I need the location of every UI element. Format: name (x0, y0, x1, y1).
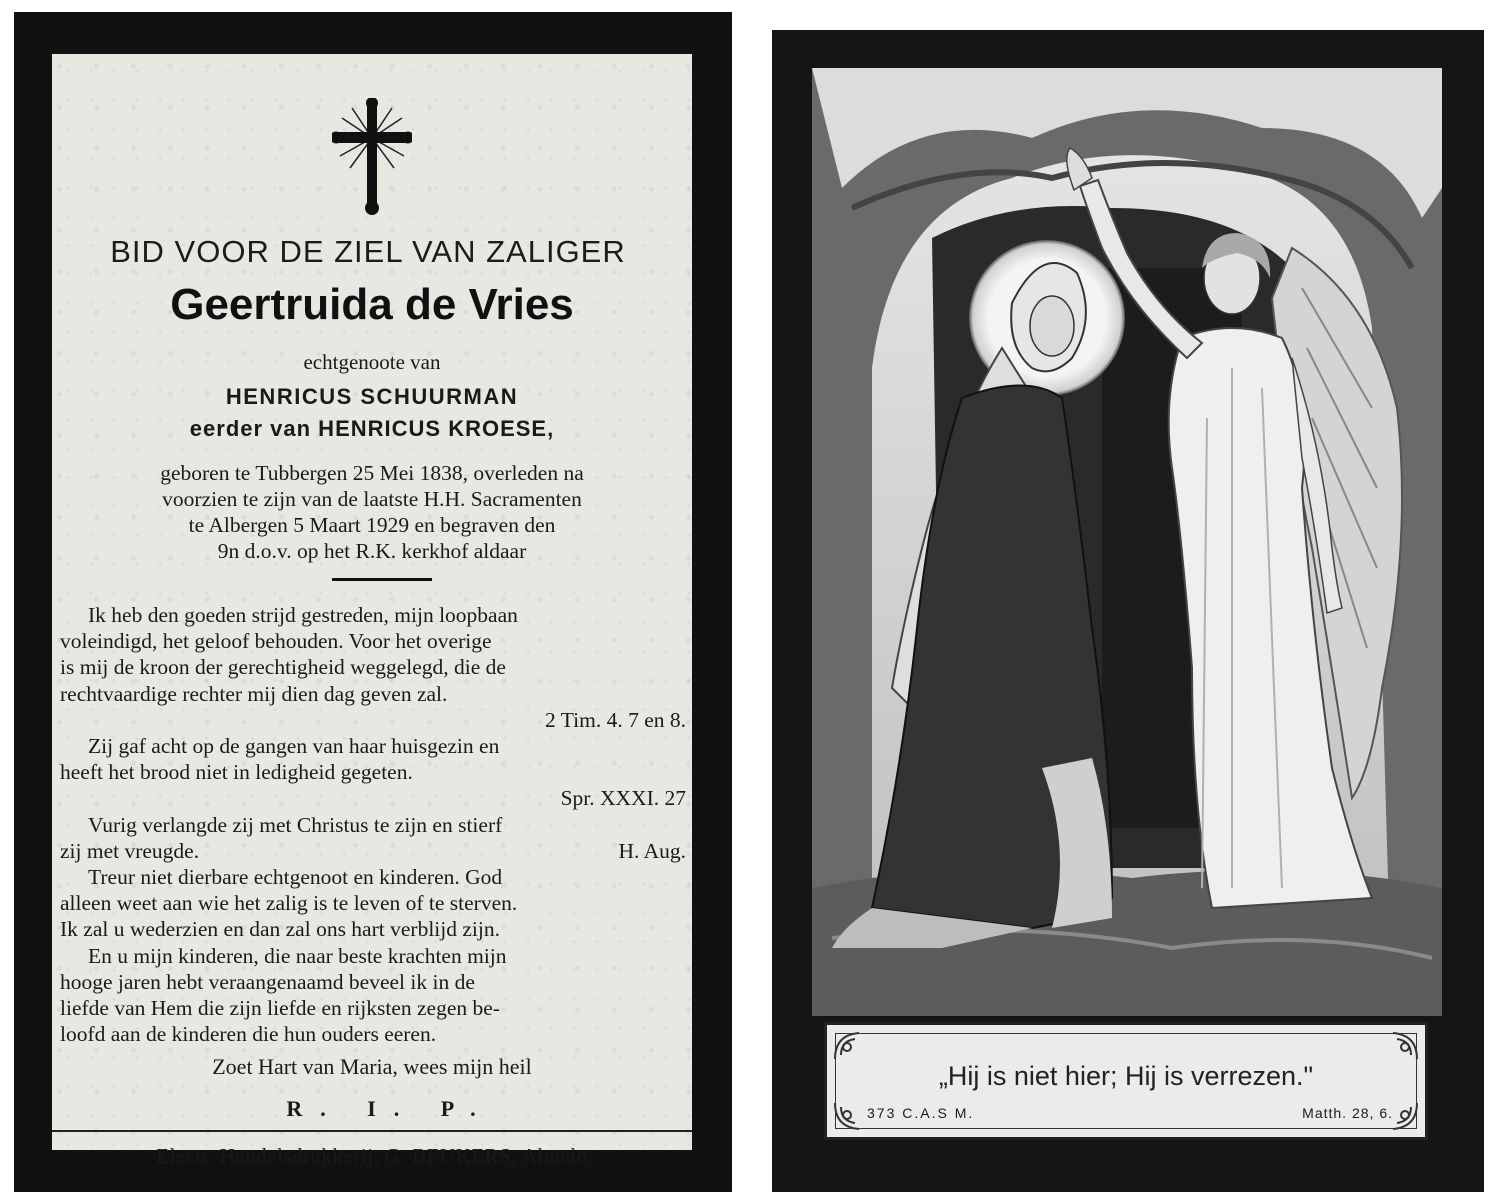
text-line: heeft het brood niet in ledigheid gegeten. (60, 760, 413, 785)
text-line: Zij gaf acht op de gangen van haar huisgezin en (88, 734, 500, 759)
memorial-card-text-side (14, 12, 732, 1192)
text-line: hooge jaren hebt veraangenaamd beveel ik in de (60, 969, 475, 994)
ornament-icon (831, 1029, 865, 1063)
cross-icon (332, 98, 412, 218)
bio-line: voorzien te zijn van de laatste H.H. Sacramenten (162, 487, 582, 511)
bio-line: te Albergen 5 Maart 1929 en begraven den (188, 513, 556, 537)
text-line: is mij de kroon der gerechtigheid weggelegd, die de (60, 655, 506, 680)
closing-prayer: Zoet Hart van Maria, wees mijn heil (212, 1054, 532, 1079)
scripture-text (60, 602, 686, 1047)
text-line (60, 838, 686, 864)
text-line: loofd aan de kinderen die hun ouders eeren. (60, 1022, 437, 1047)
caption-panel (824, 1022, 1428, 1140)
citation: 2 Tim. 4. 7 en 8. (545, 707, 686, 732)
spouse-name: HENRICUS SCHUURMAN (225, 384, 519, 409)
text-line: rechtvaardige rechter mij dien dag geven zal. (60, 681, 448, 706)
biography (62, 460, 682, 564)
divider (52, 1130, 692, 1132)
spouse-label: echtgenoote van (303, 350, 441, 374)
prayer-heading: BID VOOR DE ZIEL VAN ZALIGER (110, 234, 626, 269)
ornament-icon (831, 1099, 865, 1133)
text-fragment: zij met vreugde. (60, 838, 200, 863)
former-spouse: eerder van HENRICUS KROESE, (189, 416, 555, 441)
text-line: Treur niet dierbare echtgenoot en kinderen. God (88, 865, 503, 890)
citation: Spr. XXXI. 27 (560, 786, 686, 811)
card-paper (52, 54, 692, 1168)
text-line: Ik zal u wederzien en dan zal ons hart verblijd zijn. (60, 917, 500, 942)
text-line: Vurig verlangde zij met Christus te zijn en stierf (88, 812, 503, 837)
text-line: alleen weet aan wie het zalig is te leven of te sterven. (60, 891, 518, 916)
text-line: Ik heb den goeden strijd gestreden, mijn loopbaan (88, 603, 518, 627)
caption-quote: „Hij is niet hier; Hij is verrezen." (938, 1061, 1314, 1091)
ornament-icon (1387, 1029, 1421, 1063)
rip-text: R. I. P. (286, 1096, 494, 1121)
bio-line: geboren te Tubbergen 25 Mei 1838, overleden na (160, 461, 584, 485)
tomb-angel-illustration (812, 68, 1442, 1016)
divider (332, 578, 432, 581)
text-line: liefde van Hem die zijn liefde en rijksten zegen be- (60, 996, 500, 1021)
deceased-name: Geertruida de Vries (170, 280, 574, 329)
printer-credit: Electr. Handelsdrukkerij, G. BEUKERS, Almelo (156, 1144, 588, 1168)
memorial-card-image-side (772, 30, 1484, 1192)
text-line: voleindigd, het geloof behouden. Voor het overige (60, 629, 492, 654)
devotional-illustration (812, 68, 1442, 1016)
publisher-code: 373 C.A.S M. (867, 1105, 975, 1121)
bio-line: 9n d.o.v. op het R.K. kerkhof aldaar (217, 539, 527, 563)
text-line: En u mijn kinderen, die naar beste krachten mijn (88, 943, 507, 968)
citation: H. Aug. (618, 838, 686, 863)
scripture-reference: Matth. 28, 6. (1302, 1105, 1393, 1121)
